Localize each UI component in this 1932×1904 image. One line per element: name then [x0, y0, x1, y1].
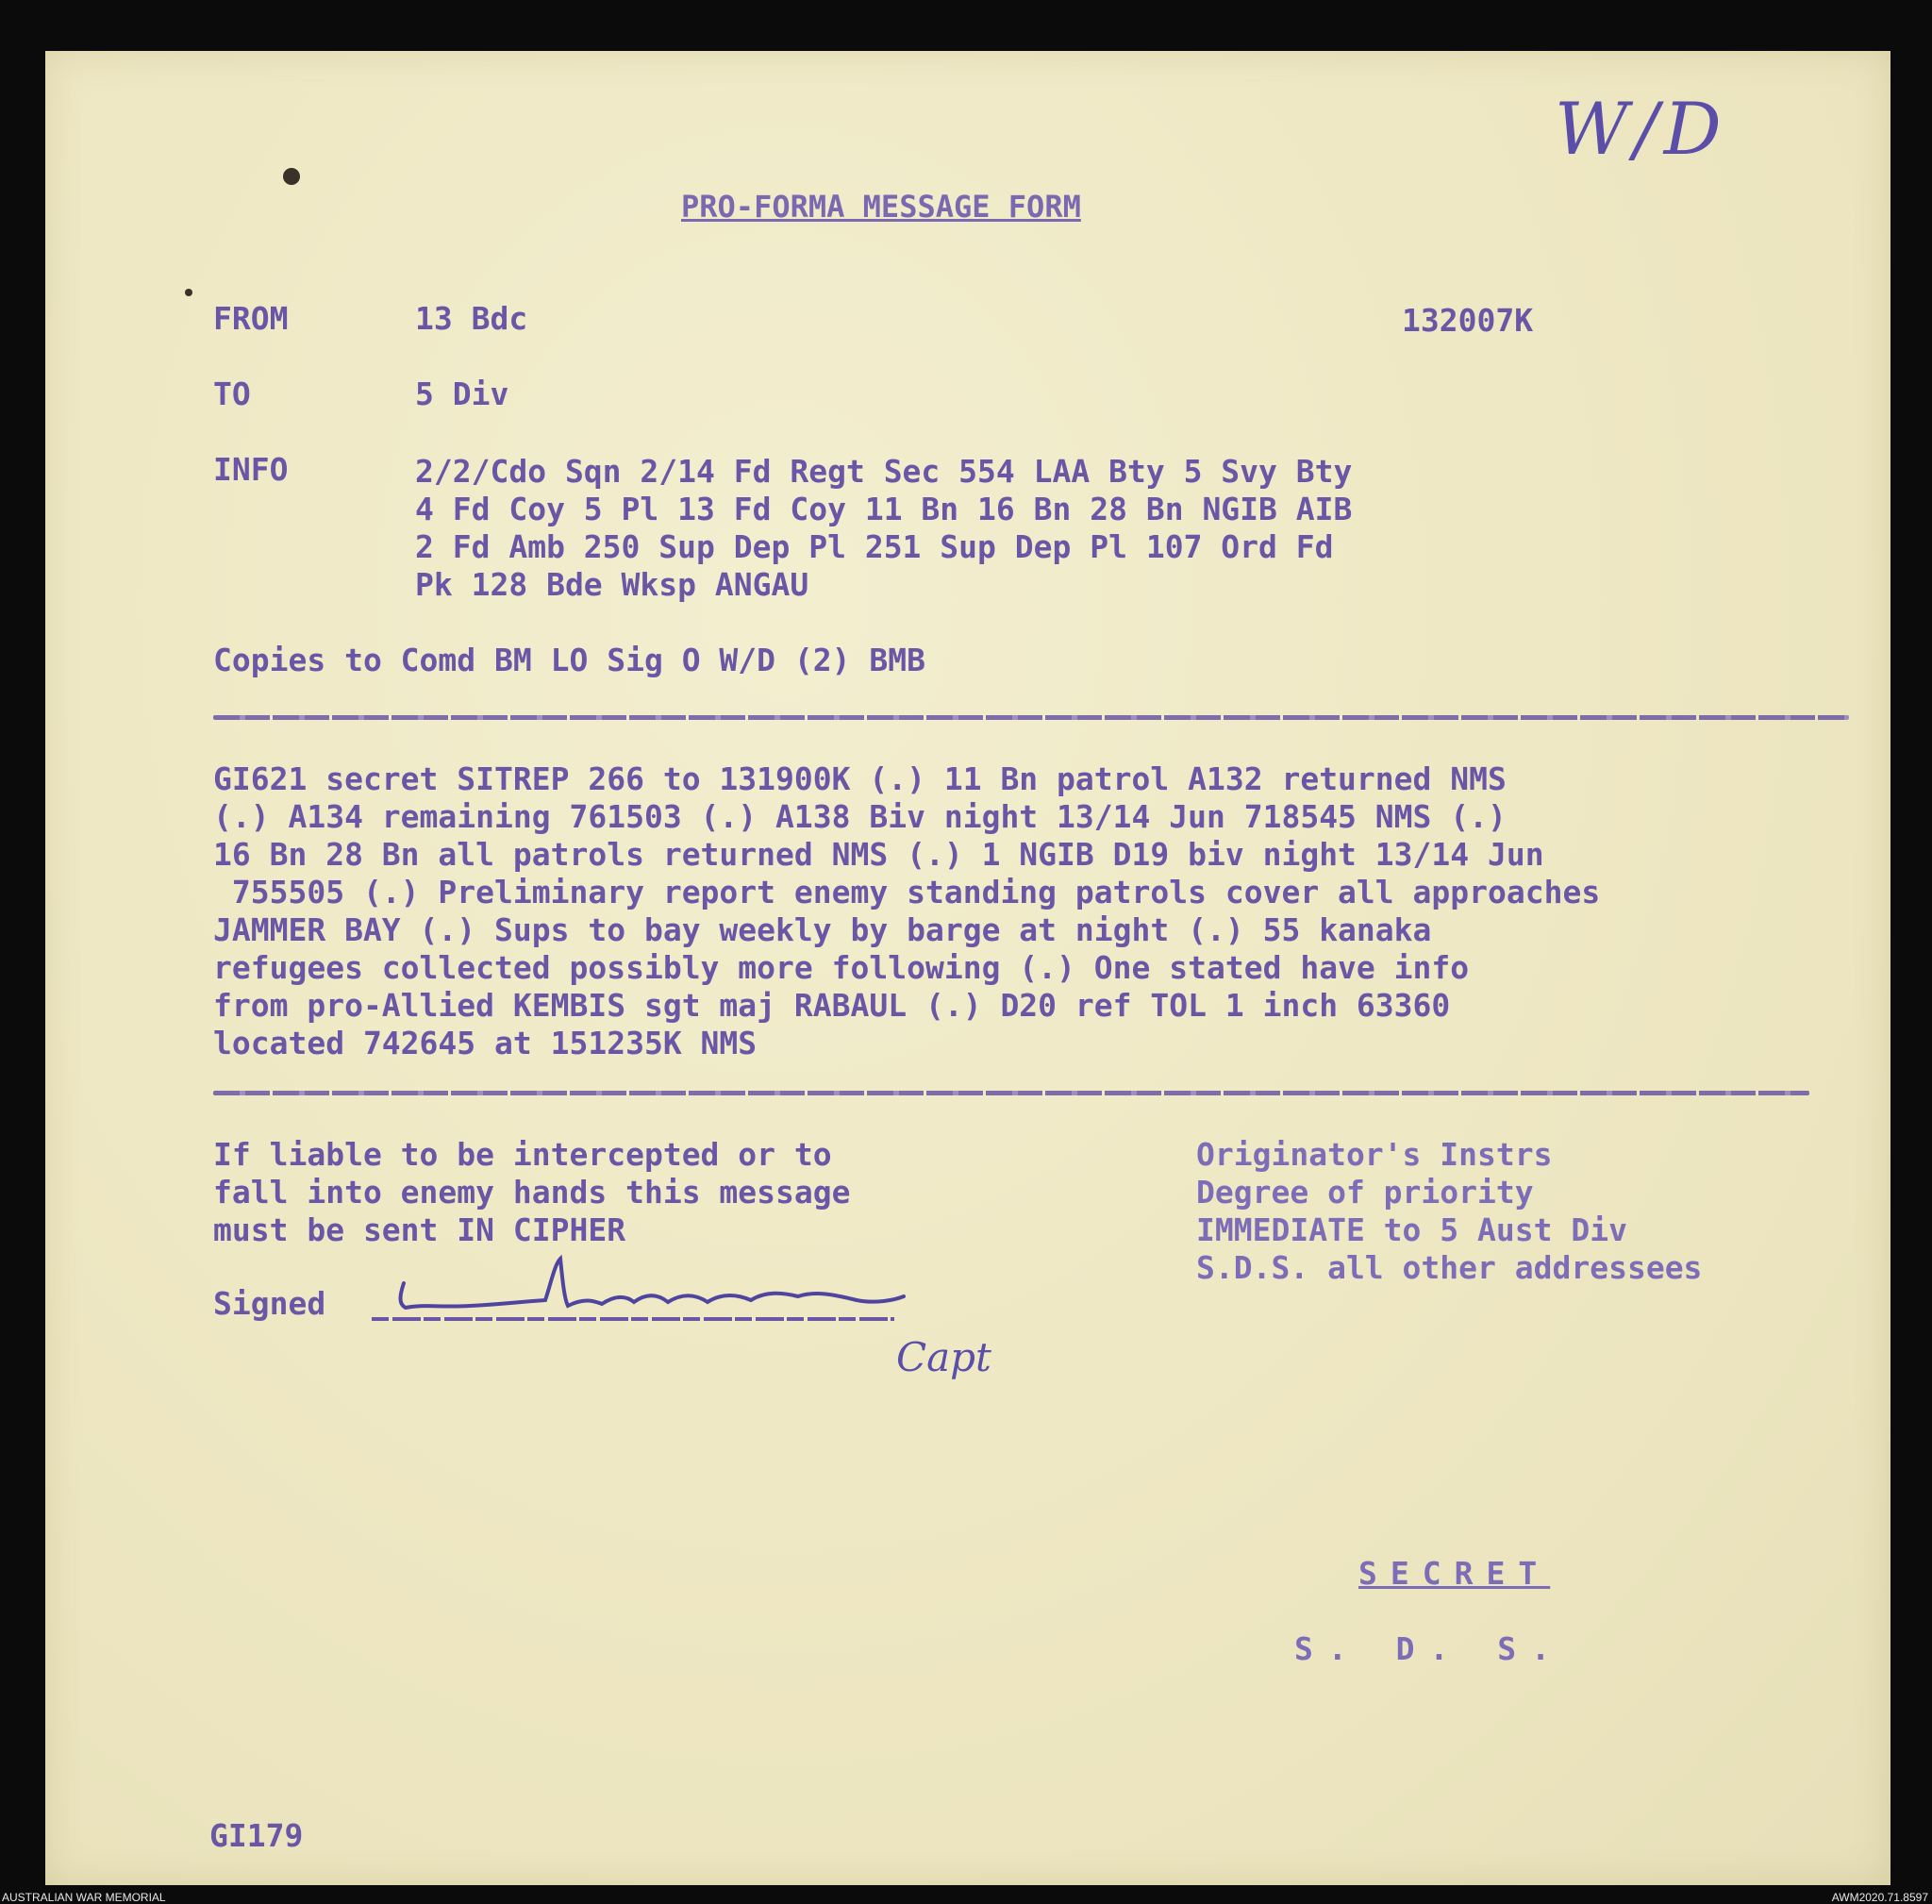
signature-rank: Capt — [896, 1334, 991, 1380]
originator-line: IMMEDIATE to 5 Aust Div — [1196, 1211, 1627, 1248]
copies-line: Copies to Comd BM LO Sig O W/D (2) BMB — [213, 642, 925, 678]
punch-mark — [185, 289, 192, 296]
from-label: FROM — [213, 300, 289, 337]
info-line: 2/2/Cdo Sqn 2/14 Fd Regt Sec 554 LAA Bty 5 Svy Bty — [415, 453, 1353, 490]
from-value: 13 Bdc — [415, 300, 528, 337]
cipher-warning-line: If liable to be intercepted or to — [213, 1136, 832, 1173]
originator-line: Originator's Instrs — [1196, 1136, 1553, 1173]
message-line: refugees collected possibly more following (.) One stated have info — [213, 949, 1470, 986]
signature — [366, 1245, 913, 1330]
classification-stamp: SECRET — [1358, 1555, 1551, 1592]
divider-bottom — [213, 1091, 1809, 1095]
handwritten-annotation: W/D — [1555, 87, 1727, 171]
info-line: Pk 128 Bde Wksp ANGAU — [415, 566, 809, 603]
to-label: TO — [213, 376, 251, 412]
message-line: GI621 secret SITREP 266 to 131900K (.) 11 Bn patrol A132 returned NMS — [213, 760, 1507, 797]
message-line: (.) A134 remaining 761503 (.) A138 Biv night 13/14 Jun 718545 NMS (.) — [213, 798, 1507, 835]
form-title: PRO-FORMA MESSAGE FORM — [681, 189, 1081, 225]
message-line: 755505 (.) Preliminary report enemy standing patrols cover all approaches — [213, 874, 1601, 910]
signed-label: Signed — [213, 1285, 326, 1322]
to-value: 5 Div — [415, 376, 509, 412]
cipher-warning-line: must be sent IN CIPHER — [213, 1211, 626, 1248]
originator-line: S.D.S. all other addressees — [1196, 1249, 1703, 1286]
message-line: 16 Bn 28 Bn all patrols returned NMS (.) 1 NGIB D19 biv night 13/14 Jun — [213, 836, 1544, 873]
message-line: located 742645 at 151235K NMS — [213, 1025, 758, 1061]
footer-accession: AWM2020.71.8597 — [1831, 1891, 1928, 1904]
sds-mark: S. D. S. — [1294, 1630, 1565, 1667]
divider-top — [213, 715, 1849, 720]
date-time-group: 132007K — [1402, 302, 1534, 339]
cipher-warning-line: fall into enemy hands this message — [213, 1174, 851, 1211]
originator-line: Degree of priority — [1196, 1174, 1534, 1211]
message-line: JAMMER BAY (.) Sups to bay weekly by barge at night (.) 55 kanaka — [213, 911, 1432, 948]
info-line: 2 Fd Amb 250 Sup Dep Pl 251 Sup Dep Pl 107 Ord Fd — [415, 528, 1334, 565]
info-line: 4 Fd Coy 5 Pl 13 Fd Coy 11 Bn 16 Bn 28 Bn NGIB AIB — [415, 491, 1353, 527]
punch-hole — [283, 168, 300, 185]
info-label: INFO — [213, 451, 289, 488]
reference-number: GI179 — [209, 1817, 304, 1854]
footer-institution: AUSTRALIAN WAR MEMORIAL — [2, 1891, 166, 1904]
message-line: from pro-Allied KEMBIS sgt maj RABAUL (.) D20 ref TOL 1 inch 63360 — [213, 987, 1451, 1024]
